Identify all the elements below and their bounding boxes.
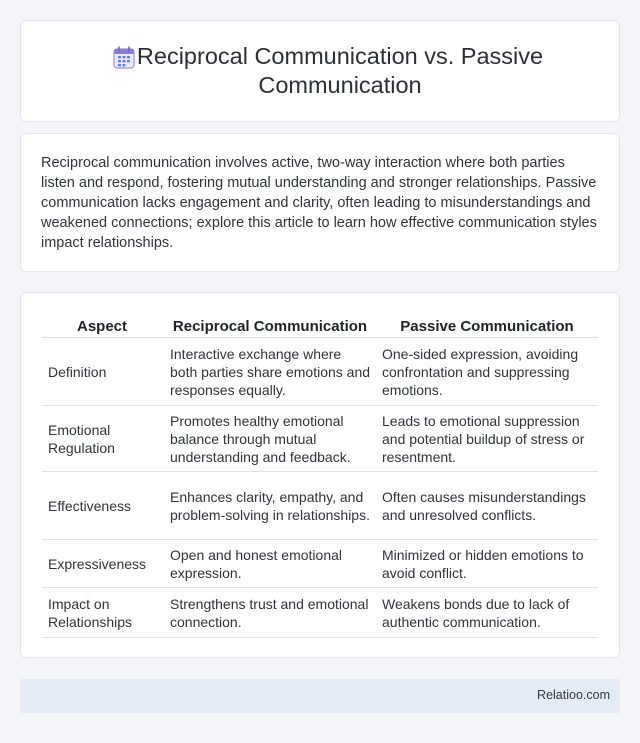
aspect-cell: Impact on Relationships bbox=[42, 588, 164, 638]
passive-cell: Leads to emotional suppression and potential buildup of stress or resentment. bbox=[376, 406, 598, 472]
passive-cell: Minimized or hidden emotions to avoid conflict. bbox=[376, 540, 598, 588]
header-passive: Passive Communication bbox=[376, 315, 598, 338]
footer-bar bbox=[20, 679, 620, 713]
intro-paragraph: Reciprocal communication involves active, two-way interaction where both parties listen and respond, fostering mutual understanding and stronger relationships. Passive communication lacks engagement and clarity, often leading to misunderstandings and weakened connections; explore this article to learn how effective communication styles impact relationships. bbox=[41, 155, 597, 251]
passive-cell: Often causes misunderstandings and unresolved conflicts. bbox=[376, 472, 598, 540]
aspect-cell: Expressiveness bbox=[42, 540, 164, 588]
intro-card bbox=[20, 133, 620, 272]
comparison-card bbox=[20, 292, 620, 658]
calendar-grid-icon bbox=[111, 45, 137, 71]
aspect-cell: Definition bbox=[42, 338, 164, 406]
title-card bbox=[20, 20, 620, 122]
passive-cell: Weakens bonds due to lack of authentic communication. bbox=[376, 588, 598, 638]
comparison-table bbox=[42, 315, 598, 638]
reciprocal-cell: Promotes healthy emotional balance through mutual understanding and feedback. bbox=[164, 406, 376, 472]
footer-site-link[interactable]: Relatioo.com bbox=[537, 688, 610, 702]
header-aspect: Aspect bbox=[42, 315, 164, 338]
header-reciprocal: Reciprocal Communication bbox=[164, 315, 376, 338]
reciprocal-cell: Interactive exchange where both parties share emotions and responses equally. bbox=[164, 338, 376, 406]
aspect-cell: Effectiveness bbox=[42, 472, 164, 540]
table-row bbox=[42, 338, 598, 406]
page-title: Reciprocal Communication vs. Passive Communication bbox=[136, 43, 544, 98]
table-row bbox=[42, 540, 598, 588]
table-header-row bbox=[42, 315, 598, 338]
table-row bbox=[42, 472, 598, 540]
reciprocal-cell: Strengthens trust and emotional connection. bbox=[164, 588, 376, 638]
reciprocal-cell: Enhances clarity, empathy, and problem-solving in relationships. bbox=[164, 472, 376, 540]
aspect-cell: Emotional Regulation bbox=[42, 406, 164, 472]
passive-cell: One-sided expression, avoiding confrontation and suppressing emotions. bbox=[376, 338, 598, 406]
table-row bbox=[42, 588, 598, 638]
table-row bbox=[42, 406, 598, 472]
reciprocal-cell: Open and honest emotional expression. bbox=[164, 540, 376, 588]
